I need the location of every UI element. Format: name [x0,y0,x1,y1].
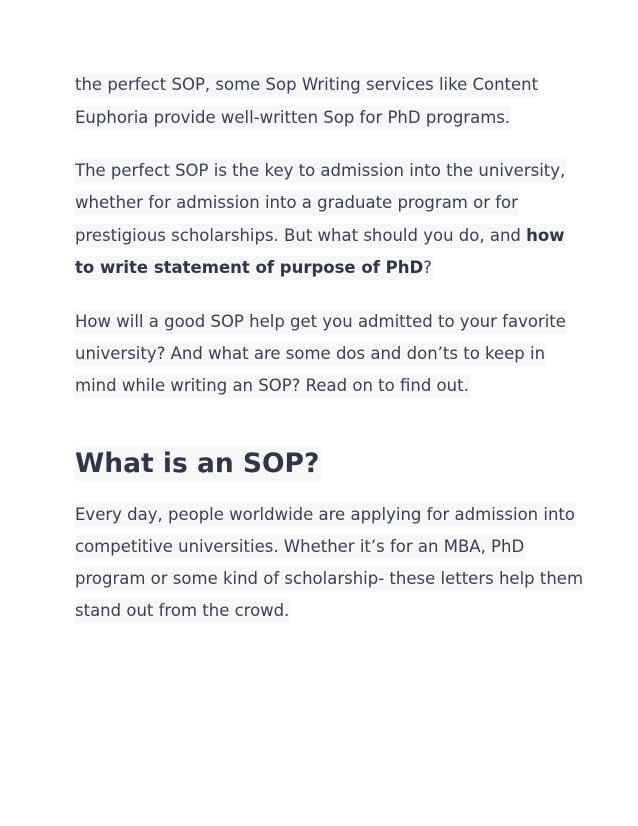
section-paragraph-line-2-text: competitive universities. Whether it’s for an MBA, PhD [75,535,525,559]
section-heading [75,447,321,481]
bold-phrase-end: to write statement of purpose of PhD [75,258,424,277]
paragraph-2-line-4-end: ? [423,258,432,277]
section-heading-text: What is an SOP? [75,448,320,479]
paragraph-3-line-1 [75,311,567,333]
paragraph-2-line-3-text: prestigious scholarships. But what should you do, and [75,226,527,245]
paragraph-3-line-1-text: How will a good SOP help get you admitted to your favorite [75,310,567,334]
paragraph-2-line-4 [75,257,433,279]
paragraph-2-line-2-text: whether for admission into a graduate program or for [75,191,519,215]
section-paragraph-line-1-text: Every day, people worldwide are applying for admission into [75,503,576,527]
paragraph-1-line-2 [75,107,511,129]
paragraph-3-line-3 [75,375,470,397]
paragraph-1-line-1 [75,74,539,96]
section-paragraph-line-3-text: program or some kind of scholarship- these letters help them [75,567,584,591]
section-paragraph-line-1 [75,504,576,526]
paragraph-1-line-1-text: the perfect SOP, some Sop Writing services like Content [75,73,539,97]
bold-phrase-start: how [526,226,565,245]
paragraph-2-line-1 [75,160,566,182]
section-paragraph-line-4-text: stand out from the crowd. [75,599,290,623]
paragraph-3-line-2 [75,343,546,365]
section-paragraph-line-3 [75,568,584,590]
paragraph-2-line-3 [75,225,565,247]
paragraph-3-line-2-text: university? And what are some dos and don’ts to keep in [75,342,546,366]
section-paragraph-line-4 [75,600,290,622]
paragraph-2-line-2 [75,192,519,214]
section-paragraph-line-2 [75,536,525,558]
paragraph-1-line-2-text: Euphoria provide well-written Sop for PhD programs. [75,106,511,130]
paragraph-2-line-1-text: The perfect SOP is the key to admission into the university, [75,159,566,183]
paragraph-3-line-3-text: mind while writing an SOP? Read on to find out. [75,374,470,398]
